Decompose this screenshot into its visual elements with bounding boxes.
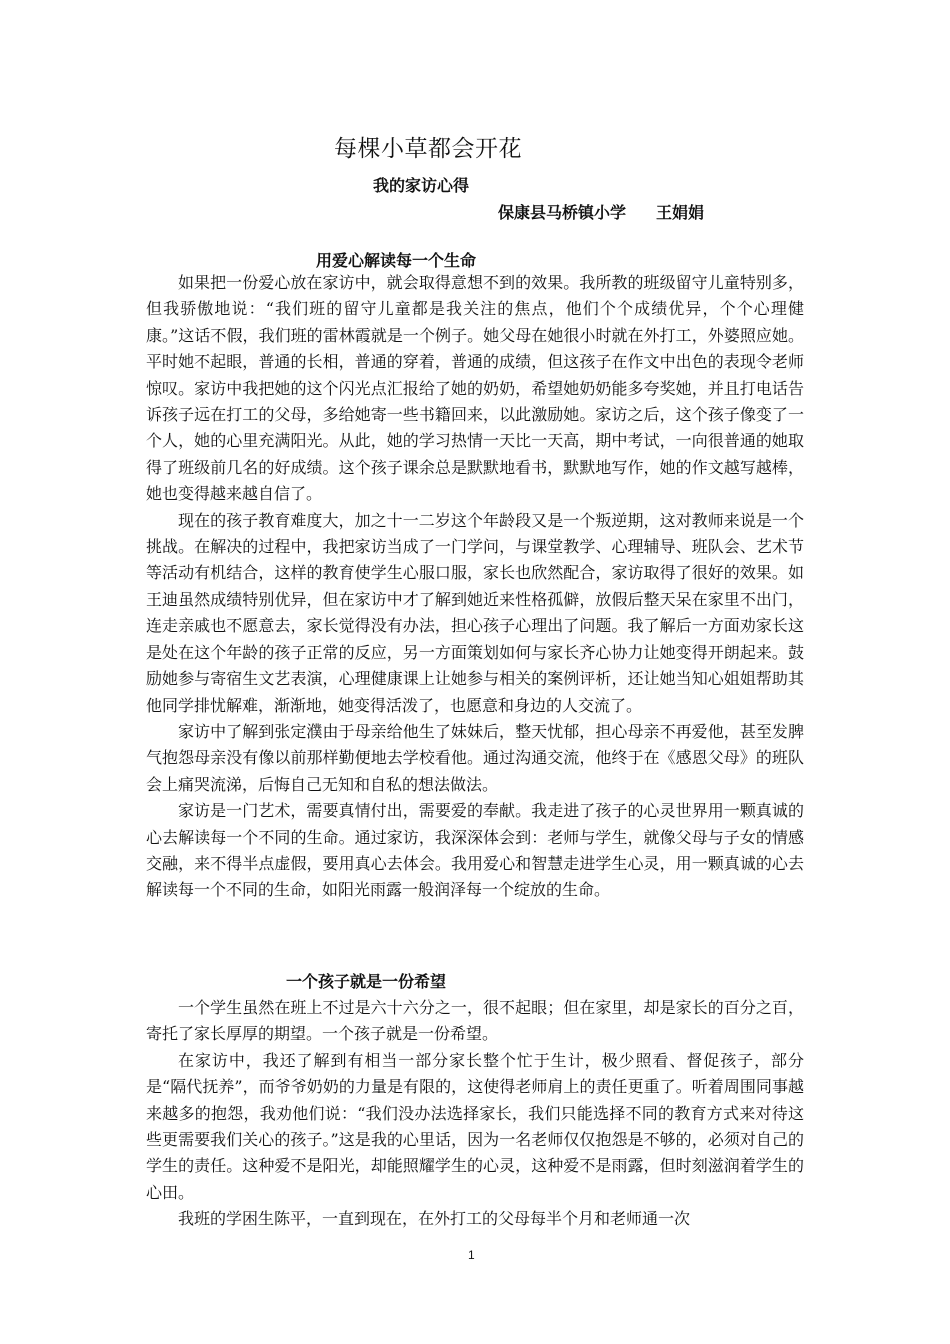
- paragraph: 如果把一份爱心放在家访中，就会取得意想不到的效果。我所教的班级留守儿童特别多，但我骄傲地说：“我们班的留守儿童都是我关注的焦点，他们个个成绩优异，个个心理健康。”这话不假，我们班的雷林霞就是一个例子。她父母在她很小时就在外打工，外婆照应她。平时她不起眼，普通的长相，普通的穿着，普通的成绩，但这孩子在作文中出色的表现令老师惊叹。家访中我把她的这个闪光点汇报给了她的奶奶，希望她奶奶能多夸奖她，并且打电话告诉孩子远在打工的父母，多给她寄一些书籍回来，以此激励她。家访之后，这个孩子像变了一个人，她的心里充满阳光。从此，她的学习热情一天比一天高，期中考试，一向很普通的她取得了班级前几名的好成绩。这个孩子课余总是默默地看书，默默地写作，她的作文越写越棒，她也变得越来越自信了。: [146, 273, 804, 504]
- paragraph: 家访是一门艺术，需要真情付出，需要爱的奉献。我走进了孩子的心灵世界用一颗真诚的心去解读每一个不同的生命。通过家访，我深深体会到：老师与学生，就像父母与子女的情感交融，来不得半点虚假，要用真心去体会。我用爱心和智慧走进学生心灵，用一颗真诚的心去解读每一个不同的生命，如阳光雨露一般润泽每一个绽放的生命。: [146, 801, 804, 900]
- section-heading-1: 用爱心解读每一个生命: [316, 251, 477, 270]
- paragraph: 在家访中，我还了解到有相当一部分家长整个忙于生计，极少照看、督促孩子，部分是“隔代抚养”，而爷爷奶奶的力量是有限的，这使得老师肩上的责任更重了。听着周围同事越来越多的抱怨，我劝他们说：“我们没办法选择家长，我们只能选择不同的教育方式来对待这些更需要我们关心的孩子。”这是我的心里话，因为一名老师仅仅抱怨是不够的，必须对自己的学生的责任。这种爱不是阳光，却能照耀学生的心灵，这种爱不是雨露，但时刻滋润着学生的心田。: [146, 1050, 804, 1202]
- paragraph: 我班的学困生陈平，一直到现在，在外打工的父母每半个月和老师通一次: [178, 1209, 691, 1229]
- paragraph: 一个学生虽然在班上不过是六十六分之一，很不起眼；但在家里，却是家长的百分之百，寄托了家长厚厚的期望。一个孩子就是一份希望。: [146, 998, 804, 1044]
- author-school: 保康县马桥镇小学: [498, 203, 627, 222]
- section-body-1: [146, 270, 804, 904]
- author-name: 王娟娟: [656, 203, 705, 222]
- section-heading-2: 一个孩子就是一份希望: [286, 972, 447, 991]
- paragraph: 家访中了解到张定濮由于母亲给他生了妹妹后，整天忧郁，担心母亲不再爱他，甚至发脾气抱怨母亲没有像以前那样勤便地去学校看他。通过沟通交流，他终于在《感恩父母》的班队会上痛哭流涕，后悔自己无知和自私的想法做法。: [146, 721, 804, 794]
- section-body-2: [146, 995, 804, 1233]
- page-number: 1: [468, 1248, 475, 1262]
- paragraph: 现在的孩子教育难度大，加之十一二岁这个年龄段又是一个叛逆期，这对教师来说是一个挑战。在解决的过程中，我把家访当成了一门学问，与课堂教学、心理辅导、班队会、艺术节等活动有机结合，这样的教育使学生心服口服，家长也欣然配合，家访取得了很好的效果。如王迪虽然成绩特别优异，但在家访中才了解到她近来性格孤僻，放假后整天呆在家里不出门，连走亲戚也不愿意去，家长觉得没有办法，担心孩子心理出了问题。我了解后一方面劝家长这是处在这个年龄的孩子正常的反应，另一方面策划如何与家长齐心协力让她变得开朗起来。鼓励她参与寄宿生文艺表演，心理健康课上让她参与相关的案例评析，还让她当知心姐姐帮助其他同学排忧解难，渐渐地，她变得活泼了，也愿意和身边的人交流了。: [146, 510, 804, 715]
- document-title: 每棵小草都会开花: [334, 136, 522, 162]
- document-subtitle: 我的家访心得: [373, 176, 470, 195]
- author-line: [498, 202, 704, 224]
